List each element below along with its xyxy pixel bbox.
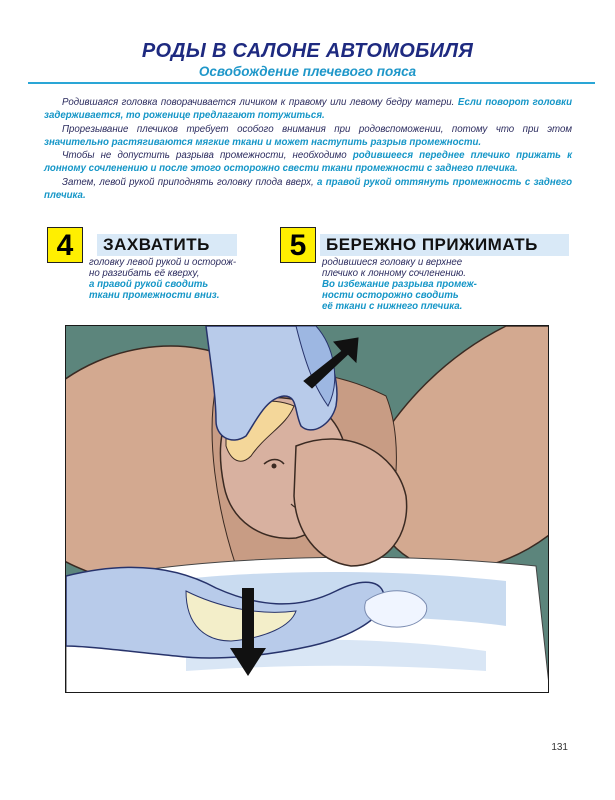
intro-text: [44, 96, 572, 202]
step-number-badge: 4: [47, 227, 83, 263]
delivery-illustration: [65, 325, 549, 693]
intro-paragraph: Прорезывание плечиков требует особого внимания при родовспоможении, потому что при этом значительно растягиваются мягкие ткани и может наступить разрыв промежности.: [44, 123, 572, 148]
step-title: БЕРЕЖНО ПРИЖИМАТЬ: [320, 234, 569, 256]
title-divider: [28, 82, 595, 84]
page-subtitle: Освобождение плечевого пояса: [198, 64, 417, 79]
step-5: [280, 227, 580, 317]
step-description: головку левой рукой и осторож- но разгибать её кверху, а правой рукой сводить ткани промежности вниз.: [89, 257, 237, 301]
intro-paragraph: Затем, левой рукой приподнять головку плода вверх, а правой рукой оттянуть промежность с заднего плечика.: [44, 176, 572, 202]
step-title: ЗАХВАТИТЬ: [97, 234, 237, 256]
page-title: РОДЫ В САЛОНЕ АВТОМОБИЛЯ: [141, 40, 474, 62]
step-number-badge: 5: [280, 227, 316, 263]
intro-paragraph: Родившаяся головка поворачивается личиком к правому или левому бедру матери. Если поворот головки задерживается, то роженице предлагают потужиться.: [44, 97, 573, 122]
page-number: 131: [551, 742, 568, 753]
intro-paragraph: Чтобы не допустить разрыва промежности, необходимо родившееся переднее плечико прижать к лонному сочленению и после этого осторожно свести ткани промежности с заднего плечика.: [44, 150, 573, 175]
step-description: родившиеся головку и верхнее плечико к лонному сочленению. Во избежание разрыва промеж- ности осторожно сводить её ткани с нижнего плечика.: [322, 257, 477, 312]
step-4: [47, 227, 277, 307]
